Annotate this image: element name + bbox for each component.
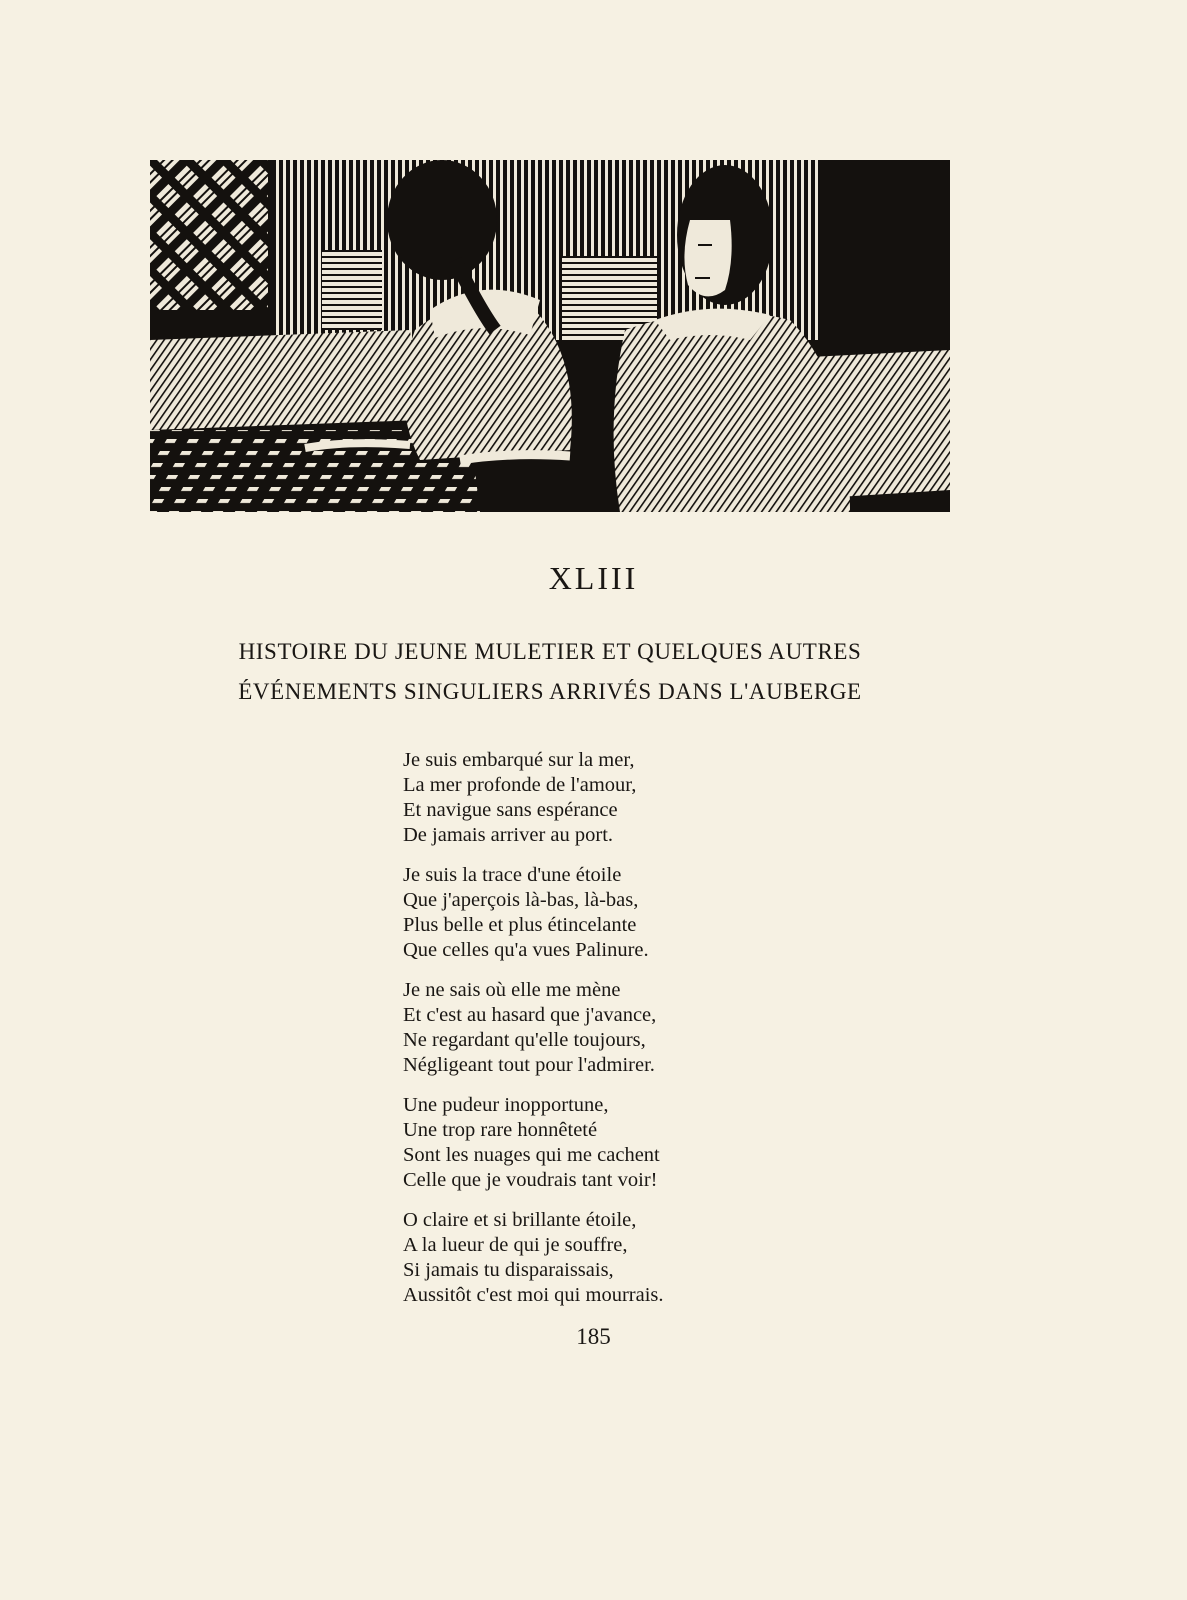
verse-line: Que celles qu'a vues Palinure. — [403, 939, 649, 961]
verse-line: Une pudeur inopportune, — [403, 1094, 609, 1116]
stanza — [403, 978, 823, 1078]
stanza — [403, 1208, 823, 1308]
verse-line: De jamais arriver au port. — [403, 824, 614, 846]
chapter-title — [150, 632, 950, 712]
verse-line: La mer profonde de l'amour, — [403, 774, 637, 796]
verse-line: A la lueur de qui je souffre, — [403, 1234, 628, 1256]
verse-line: Plus belle et plus étincelante — [403, 914, 637, 936]
verse-line: Celle que je voudrais tant voir! — [403, 1169, 658, 1191]
verse-line: Une trop rare honnêteté — [403, 1119, 598, 1141]
verse-line: Je ne sais où elle me mène — [403, 979, 621, 1001]
verse-line: Je suis la trace d'une étoile — [403, 864, 622, 886]
verse-line: Aussitôt c'est moi qui mourrais. — [403, 1284, 664, 1306]
chapter-title-line: ÉVÉNEMENTS SINGULIERS ARRIVÉS DANS L'AUBERGE — [238, 679, 862, 704]
page-number: 185 — [576, 1324, 611, 1349]
poem — [403, 748, 823, 1323]
verse-line: Si jamais tu disparaissais, — [403, 1259, 614, 1281]
verse-line: Ne regardant qu'elle toujours, — [403, 1029, 646, 1051]
woodcut-illustration — [150, 160, 950, 512]
chapter-title-line: HISTOIRE DU JEUNE MULETIER ET QUELQUES AUTRES — [238, 639, 862, 664]
stanza — [403, 863, 823, 963]
chapter-number: XLIII — [548, 560, 639, 596]
verse-line: O claire et si brillante étoile, — [403, 1209, 637, 1231]
verse-line: Je suis embarqué sur la mer, — [403, 749, 635, 771]
verse-line: Que j'aperçois là-bas, là-bas, — [403, 889, 639, 911]
stanza — [403, 1093, 823, 1193]
verse-line: Négligeant tout pour l'admirer. — [403, 1054, 655, 1076]
stanza — [403, 748, 823, 848]
verse-line: Sont les nuages qui me cachent — [403, 1144, 660, 1166]
verse-line: Et c'est au hasard que j'avance, — [403, 1004, 657, 1026]
verse-line: Et navigue sans espérance — [403, 799, 618, 821]
